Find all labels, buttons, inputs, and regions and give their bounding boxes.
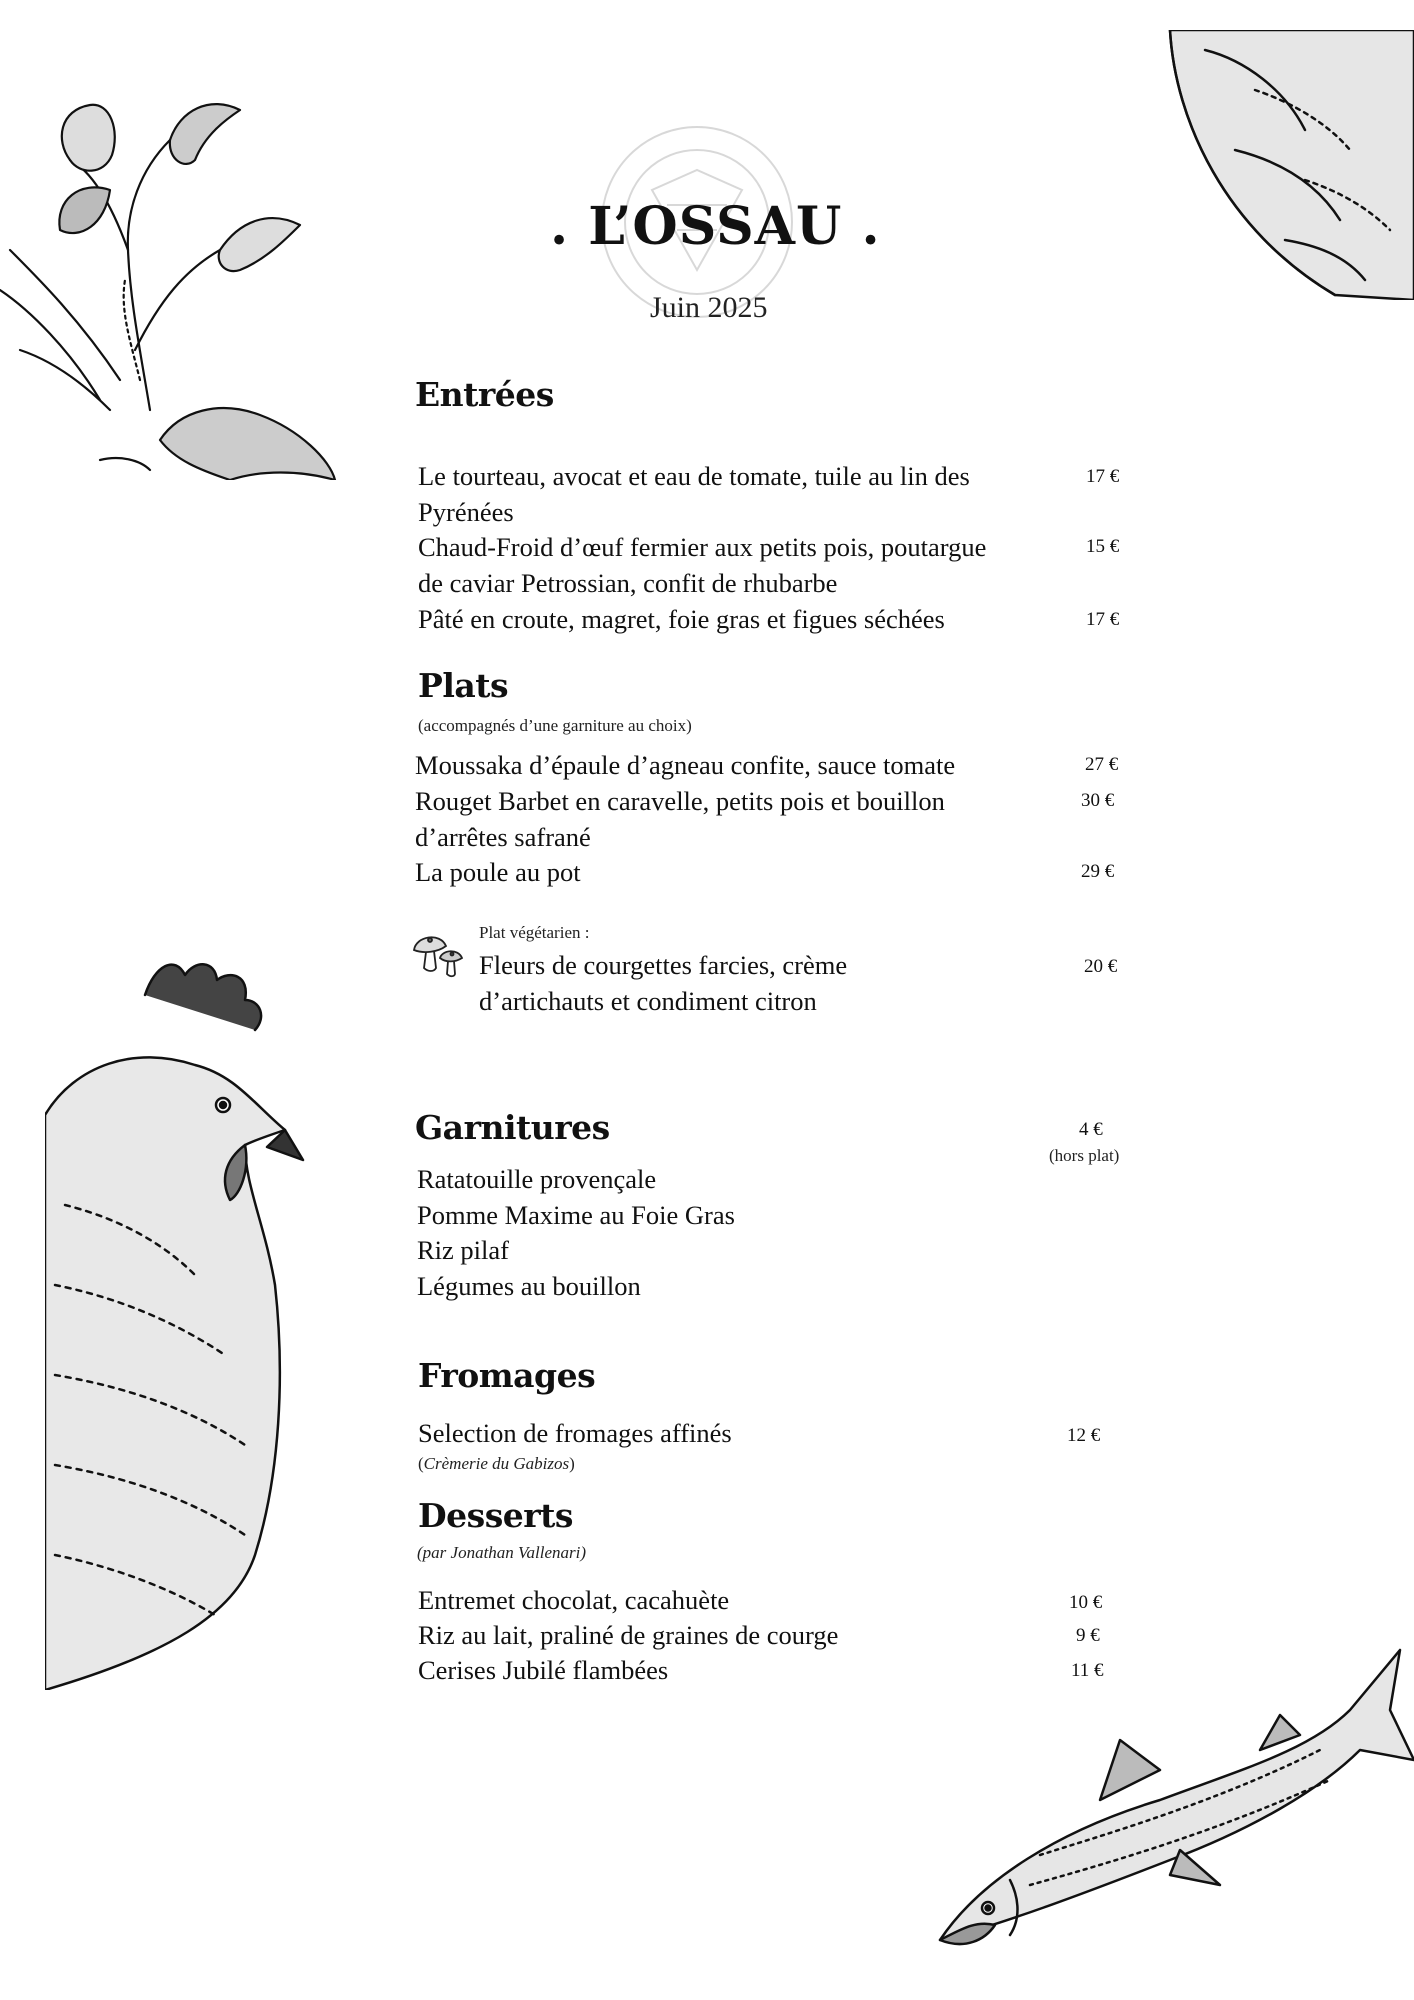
fromage-item: Selection de fromages affinés	[418, 1418, 732, 1448]
fish-illustration	[920, 1640, 1414, 1960]
plat-2-line1: Rouget Barbet en caravelle, petits pois et bouillon	[415, 786, 945, 816]
vegetarian-line1: Fleurs de courgettes farcies, crème	[479, 950, 848, 980]
section-heading-entrees: Entrées	[415, 375, 554, 414]
section-heading-desserts: Desserts	[418, 1496, 573, 1535]
menu-date: Juin 2025	[650, 291, 768, 324]
garnitures-price: 4 €	[1079, 1119, 1103, 1140]
entree-1-line1: Le tourteau, avocat et eau de tomate, tuile au lin des	[418, 461, 970, 491]
fromage-note-open: (	[418, 1454, 424, 1473]
plat-2-price: 30 €	[1081, 790, 1115, 811]
fromage-note-close: )	[569, 1454, 575, 1473]
plat-2-line2: d’arrêtes safrané	[415, 822, 591, 852]
vegetarian-line2: d’artichauts et condiment citron	[479, 986, 817, 1016]
mushroom-icon	[410, 928, 466, 980]
entree-2-line2: de caviar Petrossian, confit de rhubarbe	[418, 568, 838, 598]
vegetarian-price: 20 €	[1084, 956, 1118, 977]
bread-illustration	[1165, 30, 1414, 300]
garniture-3: Riz pilaf	[417, 1235, 509, 1265]
section-heading-garnitures: Garnitures	[415, 1108, 610, 1147]
garniture-4: Légumes au bouillon	[417, 1271, 641, 1301]
fromage-note	[418, 1454, 575, 1474]
vegetarian-label: Plat végétarien :	[479, 923, 590, 942]
dessert-2: Riz au lait, praliné de graines de courge	[418, 1620, 839, 1650]
entree-3-line1: Pâté en croute, magret, foie gras et figues séchées	[418, 604, 945, 634]
plant-illustration	[0, 50, 340, 480]
garniture-1: Ratatouille provençale	[417, 1164, 657, 1194]
entree-1-line2: Pyrénées	[418, 497, 514, 527]
dessert-3: Cerises Jubilé flambées	[418, 1655, 669, 1685]
plat-1-line1: Moussaka d’épaule d’agneau confite, sauce tomate	[415, 750, 956, 780]
plat-3-price: 29 €	[1081, 861, 1115, 882]
plat-3-line1: La poule au pot	[415, 857, 581, 887]
plats-note: (accompagnés d’une garniture au choix)	[418, 716, 692, 735]
desserts-note: (par Jonathan Vallenari)	[417, 1543, 587, 1562]
dessert-3-price: 11 €	[1071, 1660, 1104, 1681]
plat-1-price: 27 €	[1085, 754, 1119, 775]
page-title: . L’OSSAU .	[550, 196, 881, 257]
rooster-illustration	[45, 955, 305, 1690]
garnitures-price-note: (hors plat)	[1049, 1146, 1120, 1165]
section-heading-fromages: Fromages	[418, 1356, 596, 1395]
entree-2-line1: Chaud-Froid d’œuf fermier aux petits pois, poutargue	[418, 532, 987, 562]
section-heading-plats: Plats	[418, 666, 509, 705]
fromage-note-producer: Crèmerie du Gabizos	[423, 1454, 570, 1473]
dessert-1: Entremet chocolat, cacahuète	[418, 1585, 730, 1615]
fromage-price: 12 €	[1067, 1425, 1101, 1446]
entree-3-price: 17 €	[1086, 609, 1120, 630]
entree-2-price: 15 €	[1086, 536, 1120, 557]
dessert-1-price: 10 €	[1069, 1592, 1103, 1613]
garniture-2: Pomme Maxime au Foie Gras	[417, 1200, 735, 1230]
dessert-2-price: 9 €	[1076, 1625, 1100, 1646]
entree-1-price: 17 €	[1086, 466, 1120, 487]
